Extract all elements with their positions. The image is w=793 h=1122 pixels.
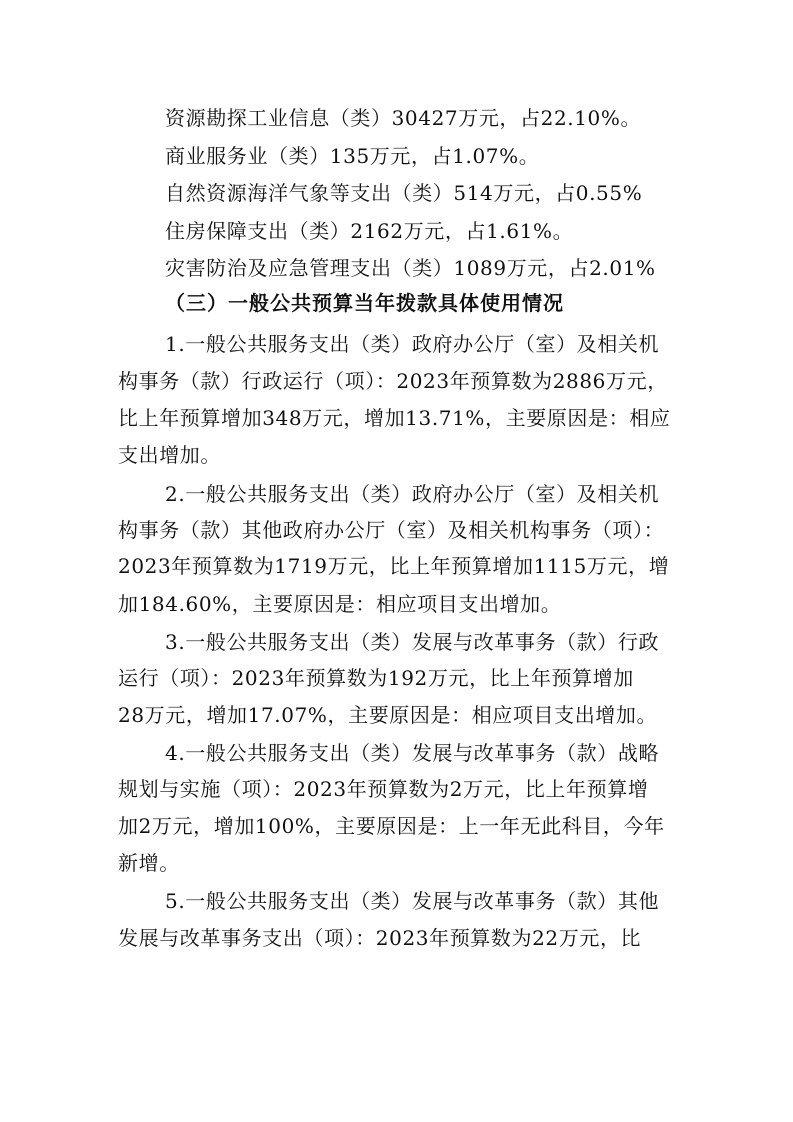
- summary-line: 资源勘探工业信息（类）30427万元，占22.10%。: [165, 106, 642, 130]
- paragraph-line: 支出增加。: [118, 443, 221, 467]
- paragraph-line: 加2万元，增加100%，主要原因是：上一年无此科目，今年: [118, 814, 665, 838]
- paragraph-line: 加184.60%，主要原因是：相应项目支出增加。: [118, 592, 562, 616]
- paragraph-line: 3.一般公共服务支出（类）发展与改革事务（款）行政: [165, 630, 660, 654]
- paragraph-line: 28万元，增加17.07%，主要原因是：相应项目支出增加。: [118, 703, 658, 727]
- paragraph-line: 运行（项）：2023年预算数为192万元，比上年预算增加: [118, 666, 634, 690]
- summary-line: 商业服务业（类）135万元，占1.07%。: [165, 144, 540, 168]
- paragraph-line: 规划与实施（项）：2023年预算数为2万元，比上年预算增: [118, 777, 649, 801]
- paragraph-line: 新增。: [118, 851, 180, 875]
- paragraph-line: 比上年预算增加348万元，增加13.71%，主要原因是：相应: [118, 406, 671, 430]
- paragraph-line: 构事务（款）行政运行（项）：2023年预算数为2886万元，: [118, 369, 668, 393]
- paragraph-line: 5.一般公共服务支出（类）发展与改革事务（款）其他: [165, 889, 660, 913]
- paragraph-line: 1.一般公共服务支出（类）政府办公厅（室）及相关机: [165, 332, 660, 356]
- summary-line: 灾害防治及应急管理支出（类）1089万元，占2.01%: [165, 256, 656, 280]
- summary-line: 住房保障支出（类）2162万元，占1.61%。: [165, 219, 574, 243]
- paragraph-line: 构事务（款）其他政府办公厅（室）及相关机构事务（项）：: [118, 518, 665, 542]
- section-heading: （三）一般公共预算当年拨款具体使用情况: [165, 291, 564, 315]
- paragraph-line: 4.一般公共服务支出（类）发展与改革事务（款）战略: [165, 741, 660, 765]
- paragraph-line: 2023年预算数为1719万元，比上年预算增加1115万元，增: [118, 554, 670, 578]
- paragraph-line: 2.一般公共服务支出（类）政府办公厅（室）及相关机: [165, 482, 660, 506]
- paragraph-line: 发展与改革事务支出（项）：2023年预算数为22万元，比: [118, 926, 642, 950]
- summary-line: 自然资源海洋气象等支出（类）514万元，占0.55%: [165, 181, 643, 205]
